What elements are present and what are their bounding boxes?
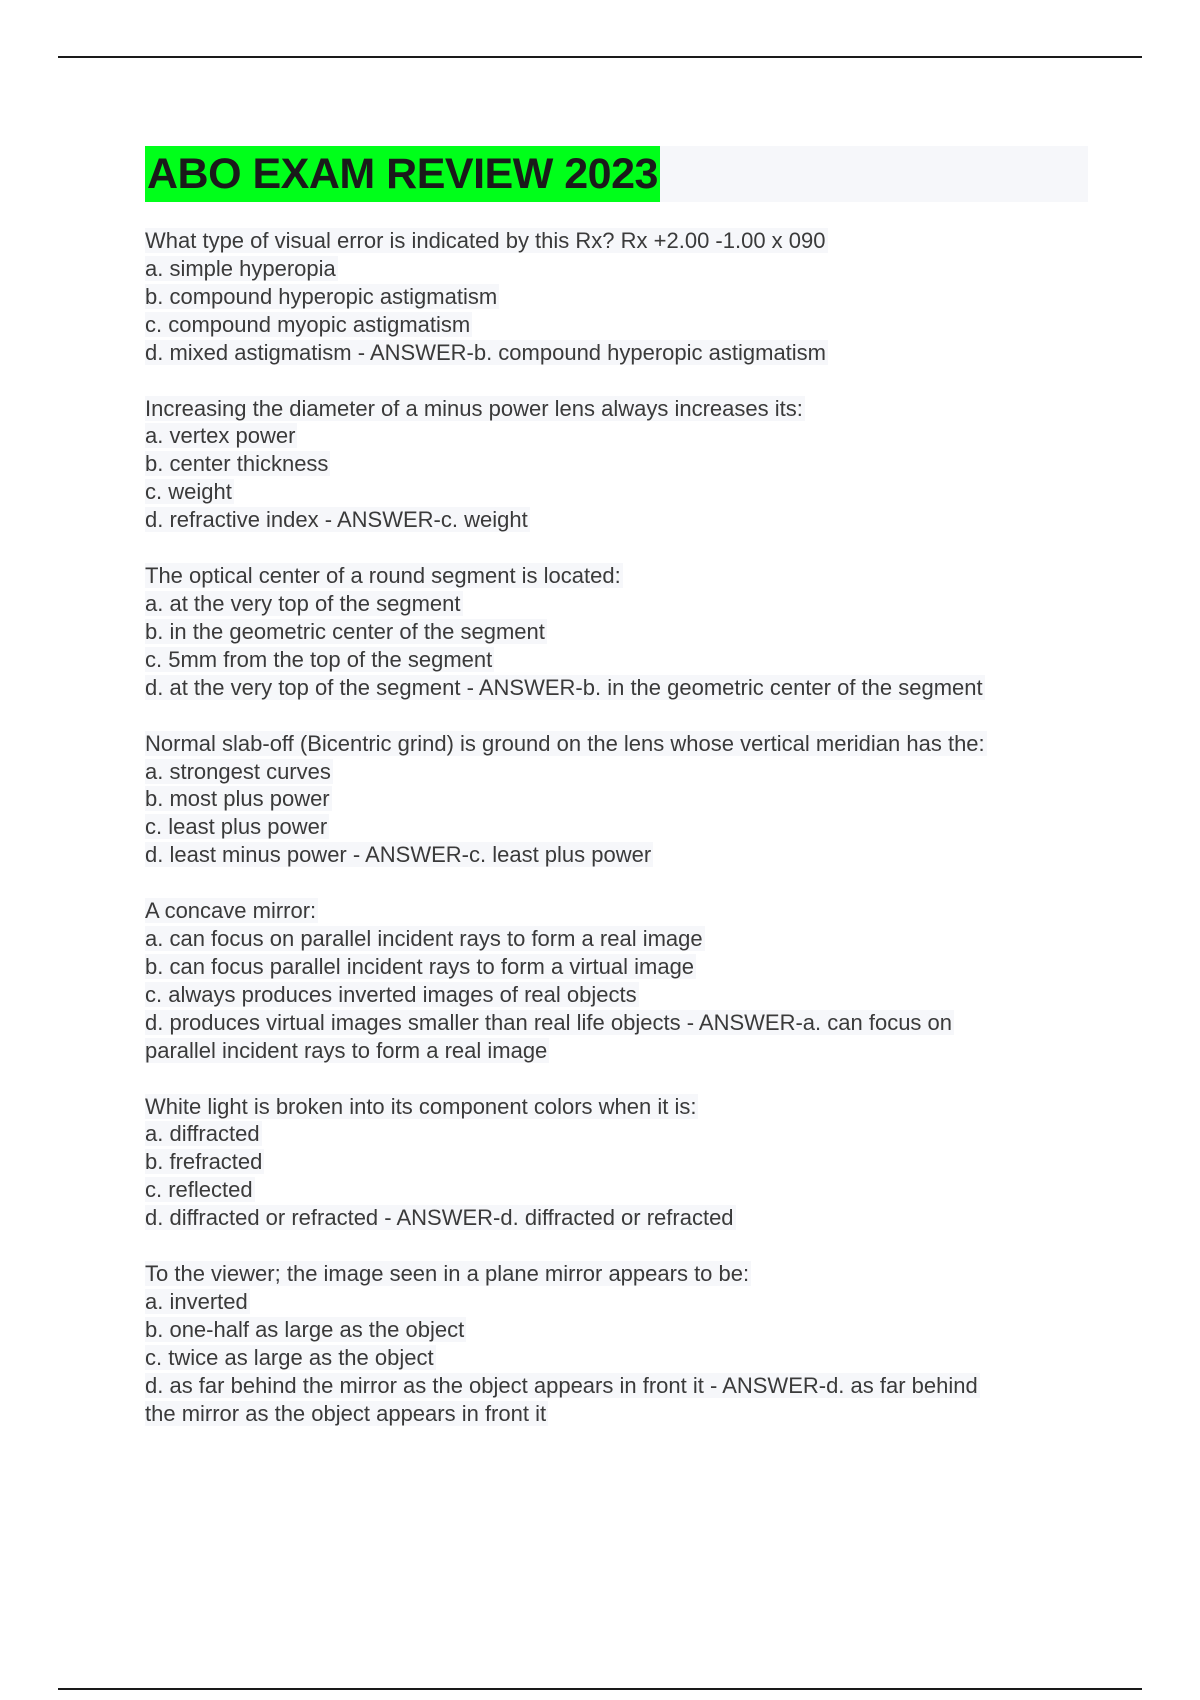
bottom-rule (58, 1688, 1142, 1690)
option-label: c. reflected (145, 1177, 253, 1203)
question-text (145, 730, 1105, 758)
question-block (145, 730, 1105, 870)
option-label: a. diffracted (145, 1121, 260, 1147)
question-text-label: Increasing the diameter of a minus power lens always increases its: (145, 395, 803, 421)
option-label: c. twice as large as the object (145, 1344, 434, 1370)
question-text-label: What type of visual error is indicated by this Rx? Rx +2.00 -1.00 x 090 (145, 228, 826, 253)
answer-label: the mirror as the object appears in front it (145, 1400, 547, 1426)
question-text-label: Normal slab-off (Bicentric grind) is ground on the lens whose vertical meridian has the: (145, 730, 985, 756)
question-block (145, 1260, 1105, 1427)
question-text (145, 897, 1105, 925)
option-label: a. at the very top of the segment (145, 590, 461, 616)
option-label: c. weight (145, 479, 232, 505)
option-line (145, 1288, 1105, 1316)
option-label: c. least plus power (145, 814, 328, 840)
question-text (145, 395, 1105, 423)
option-label: b. can focus parallel incident rays to form a virtual image (145, 953, 695, 979)
answer-line-continued (145, 1037, 1105, 1065)
option-label: a. strongest curves (145, 758, 331, 784)
option-line (145, 925, 1105, 953)
answer-label: parallel incident rays to form a real image (145, 1037, 548, 1063)
option-line (145, 422, 1105, 450)
answer-label: d. at the very top of the segment - ANSWER-b. in the geometric center of the segment (145, 674, 983, 700)
question-text-label: A concave mirror: (145, 898, 317, 924)
top-rule (58, 56, 1142, 58)
option-label: b. frefracted (145, 1149, 263, 1175)
option-line (145, 981, 1105, 1009)
option-line (145, 618, 1105, 646)
answer-label: d. least minus power - ANSWER-c. least plus power (145, 842, 652, 868)
document-title: ABO EXAM REVIEW 2023 (145, 146, 660, 202)
option-line (145, 1344, 1105, 1372)
option-line (145, 785, 1105, 813)
answer-line (145, 339, 1105, 367)
option-line (145, 255, 1105, 283)
answer-label: d. as far behind the mirror as the object appears in front it - ANSWER-d. as far behind (145, 1372, 978, 1398)
option-line (145, 590, 1105, 618)
option-label: c. always produces inverted images of real objects (145, 981, 637, 1007)
question-text (145, 1093, 1105, 1121)
question-text (145, 562, 1105, 590)
question-block (145, 562, 1105, 702)
option-label: a. simple hyperopia (145, 255, 336, 281)
question-block (145, 1093, 1105, 1233)
option-label: a. can focus on parallel incident rays to form a real image (145, 926, 703, 952)
option-label: b. in the geometric center of the segment (145, 618, 545, 644)
question-text-label: To the viewer; the image seen in a plane mirror appears to be: (145, 1261, 750, 1287)
answer-label: d. refractive index - ANSWER-c. weight (145, 507, 528, 533)
answer-label: d. produces virtual images smaller than real life objects - ANSWER-a. can focus on (145, 1009, 953, 1035)
option-label: a. vertex power (145, 423, 296, 449)
question-block (145, 897, 1105, 1064)
option-line (145, 1316, 1105, 1344)
option-line (145, 758, 1105, 786)
option-line (145, 953, 1105, 981)
answer-label: d. diffracted or refracted - ANSWER-d. diffracted or refracted (145, 1205, 734, 1231)
option-label: c. compound myopic astigmatism (145, 311, 471, 337)
option-line (145, 311, 1105, 339)
answer-line (145, 506, 1105, 534)
answer-line (145, 1009, 1105, 1037)
option-label: b. compound hyperopic astigmatism (145, 283, 498, 309)
question-block (145, 395, 1105, 535)
option-line (145, 1176, 1105, 1204)
option-line (145, 478, 1105, 506)
answer-line (145, 1372, 1105, 1400)
option-label: a. inverted (145, 1289, 248, 1314)
question-text (145, 1260, 1105, 1288)
option-label: b. most plus power (145, 786, 330, 812)
answer-label: d. mixed astigmatism - ANSWER-b. compound hyperopic astigmatism (145, 339, 827, 365)
question-text-label: White light is broken into its component colors when it is: (145, 1093, 697, 1119)
answer-line (145, 1204, 1105, 1232)
option-line (145, 283, 1105, 311)
question-list (145, 227, 1105, 1456)
option-line (145, 1120, 1105, 1148)
question-block (145, 227, 1105, 367)
option-label: b. one-half as large as the object (145, 1316, 465, 1342)
option-line (145, 450, 1105, 478)
option-line (145, 813, 1105, 841)
question-text-label: The optical center of a round segment is located: (145, 563, 621, 589)
question-text (145, 227, 1105, 255)
answer-line (145, 841, 1105, 869)
option-line (145, 646, 1105, 674)
answer-line-continued (145, 1400, 1105, 1428)
answer-line (145, 674, 1105, 702)
option-label: b. center thickness (145, 451, 329, 477)
option-line (145, 1148, 1105, 1176)
option-label: c. 5mm from the top of the segment (145, 646, 493, 672)
